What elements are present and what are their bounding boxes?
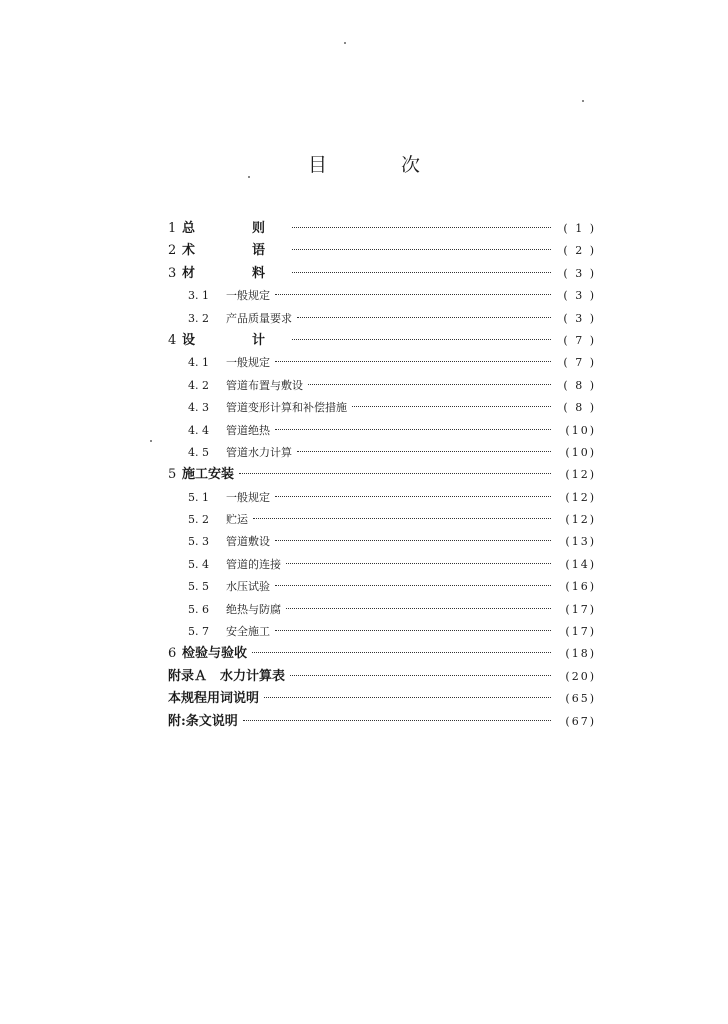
dot-leader xyxy=(275,294,551,295)
toc-entry-page: ( 8 ) xyxy=(563,378,596,392)
dot-leader xyxy=(252,652,551,653)
toc-entry-number: 4. 5 xyxy=(188,445,209,459)
toc-entry[interactable] xyxy=(168,621,596,643)
toc-entry-number: 5. 3 xyxy=(188,535,209,549)
toc-entry-title: 管道敷设 xyxy=(226,535,270,549)
toc-entry-title: 管道布置与敷设 xyxy=(226,378,303,392)
toc-entry-title: 施工安装 xyxy=(182,467,235,483)
toc-entry-number: 4 xyxy=(168,332,177,348)
dot-leader xyxy=(275,630,551,631)
toc-entry[interactable] xyxy=(168,643,596,665)
toc-entry-title: 附:条文说明 xyxy=(168,713,238,729)
toc-entry-title: 一般规定 xyxy=(226,490,270,504)
toc-entry-page: ( 7 ) xyxy=(563,333,596,347)
toc-entry-page: (12) xyxy=(565,513,596,527)
dot-leader xyxy=(275,540,551,541)
toc-entry-title: 产品质量要求 xyxy=(226,311,292,325)
toc-entry[interactable] xyxy=(168,554,596,576)
toc-entry[interactable] xyxy=(168,375,596,397)
toc-entry-number: 3 xyxy=(168,265,177,281)
dot-leader xyxy=(243,720,551,721)
toc-entry-page: (17) xyxy=(565,625,596,639)
toc-entry[interactable] xyxy=(168,263,596,285)
toc-entry[interactable] xyxy=(168,397,596,419)
toc-entry-title: 设 计 xyxy=(182,332,288,348)
toc-entry[interactable] xyxy=(168,487,596,509)
toc-entry-number: 5. 7 xyxy=(188,625,209,639)
toc-entry[interactable] xyxy=(168,352,596,374)
toc-entry-title: 总 则 xyxy=(182,221,288,236)
toc-entry-page: (16) xyxy=(565,580,596,594)
toc-entry[interactable] xyxy=(168,688,596,710)
dot-leader xyxy=(275,496,551,497)
toc-entry-page: (12) xyxy=(565,468,596,482)
toc-entry-page: (10) xyxy=(565,423,596,437)
dot-leader xyxy=(290,675,551,676)
dot-leader xyxy=(275,361,551,362)
dot-leader xyxy=(292,339,551,340)
toc-entry-number: 3. 1 xyxy=(188,289,209,303)
scan-speck xyxy=(582,100,584,102)
toc-entry-page: ( 2 ) xyxy=(563,244,596,258)
toc-entry-number: 2 xyxy=(168,243,177,259)
toc-entry-title: 检验与验收 xyxy=(182,646,248,662)
toc-entry-title: 贮运 xyxy=(226,513,248,527)
toc-entry-title: 一般规定 xyxy=(226,289,270,303)
toc-entry-number: 5. 1 xyxy=(188,490,209,504)
toc-entry[interactable] xyxy=(168,509,596,531)
toc-entry-page: ( 8 ) xyxy=(563,401,596,415)
toc-entry-page: ( 3 ) xyxy=(563,289,596,303)
dot-leader xyxy=(297,451,551,452)
toc-entry-page: (10) xyxy=(565,445,596,459)
toc-entry-page: (67) xyxy=(565,714,596,728)
toc-entry-page: (13) xyxy=(565,535,596,549)
toc-entry-number: 4. 2 xyxy=(188,378,209,392)
dot-leader xyxy=(286,563,551,564)
toc-entry-page: (20) xyxy=(565,669,596,683)
toc-entry-title: 材 料 xyxy=(182,265,288,281)
toc-entry-title: 水压试验 xyxy=(226,580,270,594)
toc-entry-page: (18) xyxy=(565,647,596,661)
page-title: 目 次 xyxy=(307,154,455,176)
toc-entry-title: 术 语 xyxy=(182,243,288,259)
dot-leader xyxy=(292,249,551,250)
toc-entry[interactable] xyxy=(168,420,596,442)
toc-entry-number: 5. 5 xyxy=(188,580,209,594)
toc-entry-number: 4. 4 xyxy=(188,423,209,437)
dot-leader xyxy=(275,585,551,586)
toc-entry[interactable] xyxy=(168,711,596,733)
toc-entry[interactable] xyxy=(168,531,596,553)
toc-entry-page: ( 3 ) xyxy=(563,266,596,280)
toc-entry-number: 5. 2 xyxy=(188,513,209,527)
dot-leader xyxy=(292,227,551,228)
toc-entry-title: 管道绝热 xyxy=(226,423,270,437)
toc-entry-number: 4. 3 xyxy=(188,401,209,415)
toc-entry[interactable] xyxy=(168,330,596,352)
toc-entry-number: 5. 4 xyxy=(188,557,209,571)
toc-entry-number: 5 xyxy=(168,467,177,483)
toc-entry-title: 管道的连接 xyxy=(226,557,281,571)
toc-entry-title: 附录Ａ 水力计算表 xyxy=(168,668,286,684)
toc-entry-number: 3. 2 xyxy=(188,311,209,325)
dot-leader xyxy=(264,697,551,698)
dot-leader xyxy=(253,518,551,519)
toc-entry[interactable] xyxy=(168,442,596,464)
toc-entry-title: 安全施工 xyxy=(226,625,270,639)
toc-entry[interactable] xyxy=(168,308,596,330)
toc-entry[interactable] xyxy=(168,464,596,486)
toc-entry[interactable] xyxy=(168,285,596,307)
scan-speck xyxy=(150,440,152,442)
dot-leader xyxy=(308,384,551,385)
toc-entry[interactable] xyxy=(168,576,596,598)
dot-leader xyxy=(239,473,551,474)
scan-speck xyxy=(344,42,346,44)
toc-entry-page: ( 7 ) xyxy=(563,356,596,370)
toc-entry-page: ( 1 ) xyxy=(563,222,596,235)
toc-entry-number: 6 xyxy=(168,646,177,662)
toc-entry-page: (12) xyxy=(565,490,596,504)
toc-entry-title: 绝热与防腐 xyxy=(226,602,281,616)
toc-entry-title: 一般规定 xyxy=(226,356,270,370)
toc-entry-title: 本规程用词说明 xyxy=(168,691,260,707)
toc-entry[interactable] xyxy=(168,666,596,688)
toc-entry-number: 1 xyxy=(168,221,177,236)
dot-leader xyxy=(275,429,551,430)
toc-entry-page: ( 3 ) xyxy=(563,311,596,325)
dot-leader xyxy=(292,272,551,273)
toc-entry-title: 管道变形计算和补偿措施 xyxy=(226,401,347,415)
toc-entry-title: 管道水力计算 xyxy=(226,445,292,459)
table-of-contents xyxy=(168,218,596,733)
toc-entry-page: (65) xyxy=(565,692,596,706)
dot-leader xyxy=(297,317,551,318)
toc-entry-page: (17) xyxy=(565,602,596,616)
toc-entry[interactable] xyxy=(168,240,596,262)
toc-entry[interactable] xyxy=(168,599,596,621)
toc-entry[interactable] xyxy=(168,218,596,240)
dot-leader xyxy=(286,608,551,609)
toc-entry-page: (14) xyxy=(565,557,596,571)
toc-entry-number: 4. 1 xyxy=(188,356,209,370)
toc-entry-number: 5. 6 xyxy=(188,602,209,616)
dot-leader xyxy=(352,406,551,407)
